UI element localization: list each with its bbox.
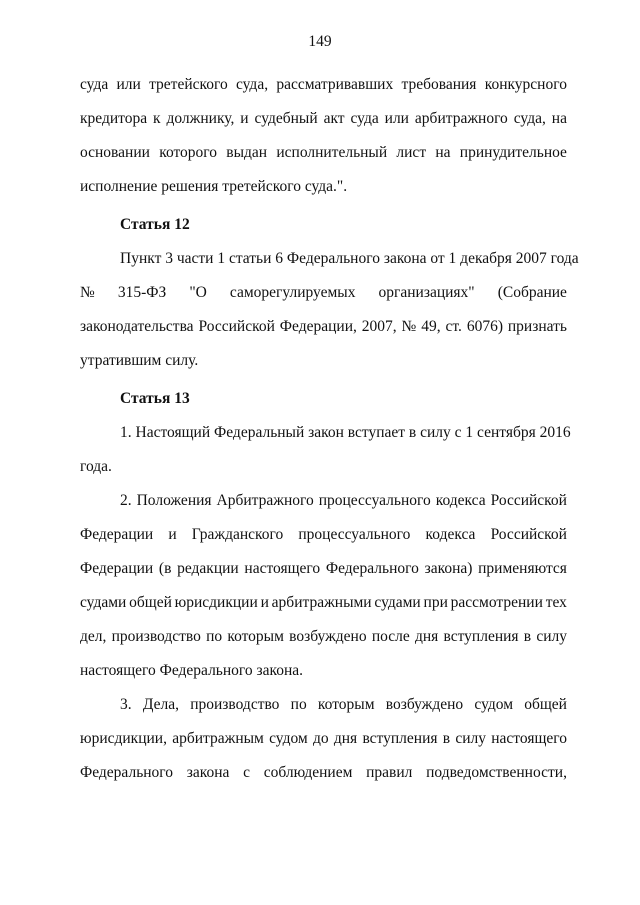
word: акт [323,110,345,127]
word: которого [159,144,218,161]
word: № [401,318,417,335]
page-text [80,68,579,790]
word: с [243,764,250,781]
word: дня [333,730,358,747]
word: должнику, [166,110,235,127]
word: Федерального [80,764,174,781]
word: силу [536,628,567,645]
word: к [153,110,161,127]
word: Дела, [142,696,179,713]
word: настоящего [244,560,321,577]
word: (в [158,560,172,577]
word: производство [111,628,201,645]
word: настоящего [491,730,567,747]
word: Федерации [80,560,154,577]
article-12-heading: Статья 12 [120,216,190,233]
word: применяются [478,560,567,577]
word: 6076) [466,318,503,335]
text-line [80,484,567,518]
word: рассмотрении [450,594,543,611]
word: тех [545,594,567,611]
word: кредитора [80,110,148,127]
text-line: года. [80,458,112,475]
word: на [551,110,567,127]
word: признать [507,318,567,335]
word: Положения [136,492,212,509]
word: суда [350,110,379,127]
word: вступления [443,628,519,645]
word: в [442,730,451,747]
word: арбитражными [271,594,372,611]
word: 2007, [361,318,397,335]
text-line [80,688,567,722]
word: до [312,730,329,747]
word: Гражданского [191,526,284,543]
word: исполнительный [276,144,388,161]
word: по [206,628,223,645]
text-line [80,68,567,102]
word: соблюдением [263,764,353,781]
word: саморегулируемых [229,284,356,301]
word: общей [524,696,567,713]
word: юрисдикции, [80,730,167,747]
word: и [240,110,249,127]
word: дел, [80,628,107,645]
word: по [290,696,307,713]
word: рассматривавших [276,76,394,93]
article-13-heading: Статья 13 [120,390,190,407]
word: Российской [490,492,567,509]
word: суда, [235,76,269,93]
word: юрисдикции [174,594,258,611]
word: "О [189,284,207,301]
word: арбитражного [414,110,508,127]
word: (Собрание [497,284,567,301]
word: или [384,110,409,127]
word: которым [227,628,284,645]
word: которым [317,696,375,713]
text-line [80,586,567,620]
word: Федерации, [279,318,357,335]
word: организациях" [378,284,475,301]
text-line [80,722,567,756]
word: выдан [226,144,268,161]
word: на [435,144,451,161]
word: суда, [513,110,546,127]
word: и [168,526,177,543]
word: арбитражным [172,730,264,747]
text-line [80,518,567,552]
word: принудительное [459,144,567,161]
word: судами [374,594,421,611]
word: закона) [424,560,473,577]
text-line: утратившим силу. [80,352,199,369]
text-line [80,310,567,344]
word: судом [474,696,514,713]
word: силу [455,730,486,747]
word: возбуждено [289,628,367,645]
word: в [523,628,532,645]
text-line: Пункт 3 части 1 статьи 6 Федерального закона от 1 декабря 2007 года [120,250,579,267]
word: или [116,76,141,93]
word: Российской [198,318,275,335]
word: требования [401,76,477,93]
word: судами [80,594,127,611]
word: ст. [445,318,462,335]
word: возбуждено [385,696,464,713]
word: кодекса [435,492,486,509]
word: подведомственности, [426,764,567,781]
word: редакции [177,560,239,577]
word: 2. [120,492,132,509]
word: судебный [254,110,318,127]
text-line [80,102,567,136]
word: вступления [362,730,438,747]
word: лист [396,144,427,161]
word: процессуального [298,526,411,543]
text-line [80,136,567,170]
word: Арбитражного [216,492,314,509]
word: Федерального [325,560,419,577]
text-line [80,552,567,586]
text-line: 1. Настоящий Федеральный закон вступает в силу с 1 сентября 2016 [120,424,571,441]
word: 3. [120,696,132,713]
word: основании [80,144,150,161]
word: суда [80,76,109,93]
word: и [260,594,269,611]
word: третейского [149,76,228,93]
word: общей [129,594,172,611]
word: законодательства [80,318,194,335]
text-line [80,620,567,654]
word: после [371,628,410,645]
word: производство [190,696,280,713]
word: конкурсного [484,76,567,93]
text-line [80,756,567,790]
word: 49, [421,318,441,335]
word: № [80,284,95,301]
word: правил [366,764,413,781]
word: судом [269,730,308,747]
text-line: исполнение решения третейского суда.". [80,178,348,195]
text-line [80,276,567,310]
word: 315-ФЗ [117,284,167,301]
word: Федерации [80,526,154,543]
word: Российской [490,526,567,543]
page-number: 149 [308,33,332,50]
text-line: настоящего Федерального закона. [80,662,304,679]
word: дня [414,628,439,645]
word: при [423,594,448,611]
word: процессуального [318,492,431,509]
word: закона [186,764,230,781]
word: кодекса [425,526,476,543]
